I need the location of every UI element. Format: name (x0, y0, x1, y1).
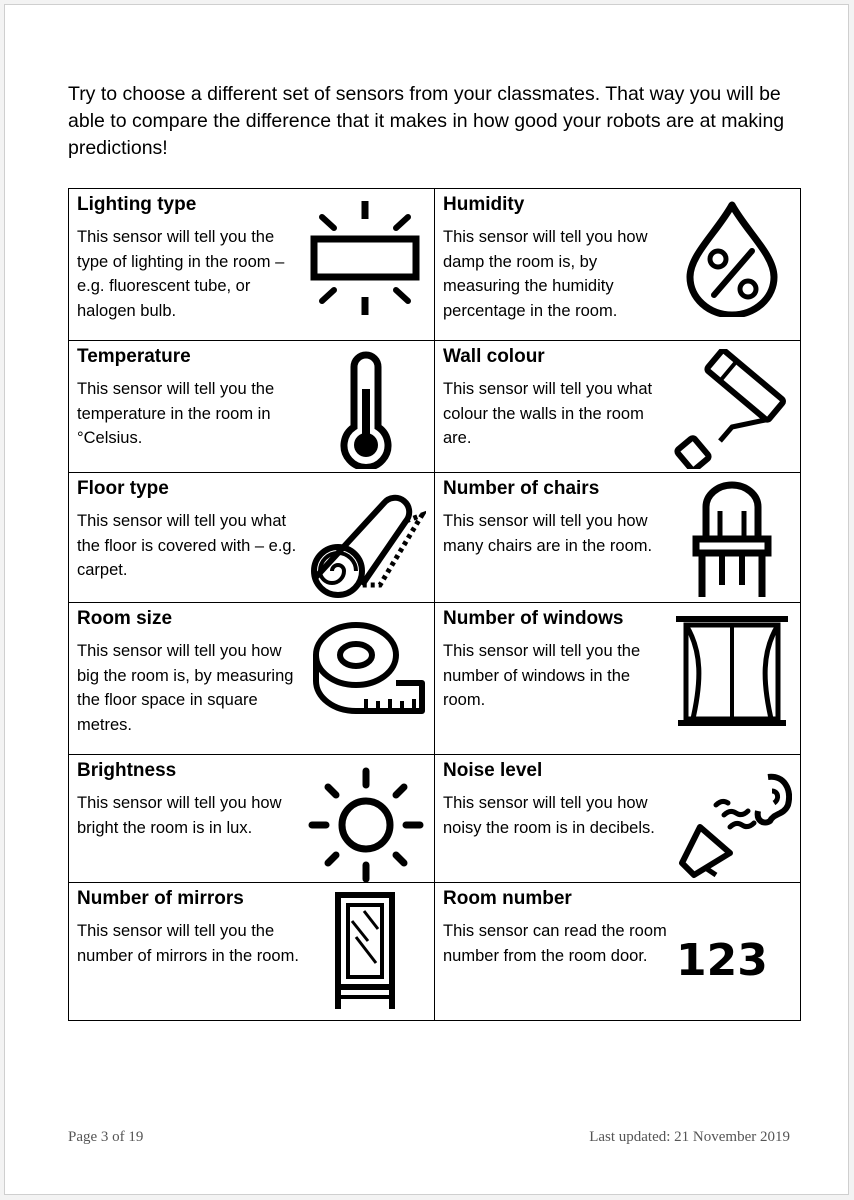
sensor-description: This sensor will tell you how many chairs are in the room. (443, 512, 653, 555)
sensor-title: Lighting type (77, 194, 197, 215)
document-page (4, 4, 849, 1195)
sun-icon (306, 761, 426, 885)
sensor-cell-brightness (69, 755, 435, 883)
sensor-title: Number of mirrors (77, 888, 244, 909)
sensor-title: Floor type (77, 478, 169, 499)
sensor-title: Temperature (77, 346, 191, 367)
sensor-cell-room-size (69, 603, 435, 755)
last-updated: Last updated: 21 November 2019 (589, 1129, 790, 1145)
sensor-cell-number-of-mirrors (69, 883, 435, 1021)
chair-icon (672, 479, 792, 603)
sensor-cell-temperature (69, 341, 435, 473)
table-row (69, 341, 801, 473)
lighting-icon (306, 195, 426, 319)
megaphone-ear-icon (672, 761, 792, 885)
table-row (69, 189, 801, 341)
numbers-icon (672, 889, 792, 1013)
sensor-description: This sensor will tell you what the floor is covered with – e.g. carpet. (77, 512, 297, 579)
sensor-description: This sensor will tell you how bright the room is in lux. (77, 794, 282, 837)
table-row (69, 883, 801, 1021)
paint-roller-icon (672, 347, 792, 471)
page-number: Page 3 of 19 (68, 1129, 144, 1145)
sensor-cell-wall-colour (435, 341, 801, 473)
sensor-description: This sensor can read the room number from the room door. (443, 922, 667, 965)
sensor-description: This sensor will tell you how noisy the room is in decibels. (443, 794, 655, 837)
sensor-title: Number of windows (443, 608, 624, 629)
mirror-icon (306, 889, 426, 1013)
sensor-cell-floor-type (69, 473, 435, 603)
sensor-cell-number-of-windows (435, 603, 801, 755)
sensor-description: This sensor will tell you the temperature in the room in °Celsius. (77, 380, 275, 447)
numbers-icon-text: 123 (676, 935, 768, 986)
sensor-title: Noise level (443, 760, 543, 781)
sensor-description: This sensor will tell you the number of mirrors in the room. (77, 922, 299, 965)
sensor-description: This sensor will tell you how damp the room is, by measuring the humidity percentage in the room. (443, 228, 648, 320)
sensor-title: Humidity (443, 194, 525, 215)
sensor-cell-room-number (435, 883, 801, 1021)
sensor-description: This sensor will tell you the type of lighting in the room – e.g. fluorescent tube, or halogen bulb. (77, 228, 285, 320)
sensor-title: Number of chairs (443, 478, 600, 499)
sensor-cell-number-of-chairs (435, 473, 801, 603)
table-row (69, 473, 801, 603)
humidity-icon (672, 195, 792, 319)
sensor-cell-noise-level (435, 755, 801, 883)
sensor-title: Room number (443, 888, 572, 909)
sensor-title: Room size (77, 608, 173, 629)
thermometer-icon (306, 347, 426, 471)
sensor-description: This sensor will tell you what colour the walls in the room are. (443, 380, 653, 447)
window-icon (672, 609, 792, 733)
sensor-title: Brightness (77, 760, 177, 781)
sensor-table (68, 188, 801, 1021)
table-row (69, 603, 801, 755)
sensor-cell-humidity (435, 189, 801, 341)
intro-paragraph: Try to choose a different set of sensors from your classmates. That way you will be able to compare the difference that it makes in how good your robots are at making predictions! (68, 83, 785, 159)
sensor-description: This sensor will tell you how big the room is, by measuring the floor space in square metres. (77, 642, 294, 734)
sensor-cell-lighting-type (69, 189, 435, 341)
carpet-roll-icon (306, 479, 426, 603)
tape-measure-icon (306, 609, 426, 733)
sensor-description: This sensor will tell you the number of windows in the room. (443, 642, 641, 709)
sensor-title: Wall colour (443, 346, 545, 367)
table-row (69, 755, 801, 883)
